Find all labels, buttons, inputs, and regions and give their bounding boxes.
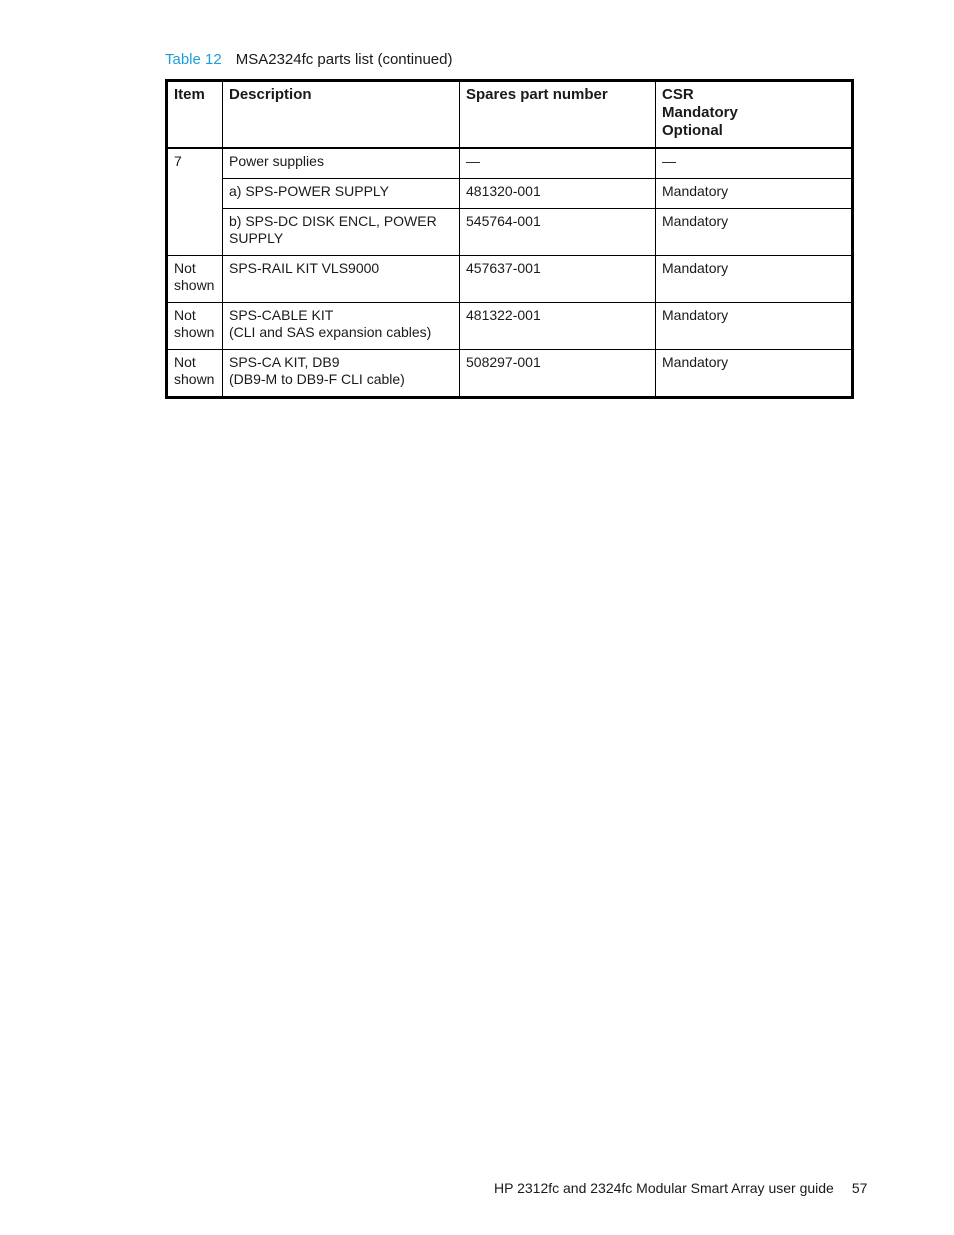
- cell-csr: Mandatory: [656, 179, 853, 209]
- description-line1: b) SPS-DC DISK ENCL, POWER: [229, 213, 437, 229]
- table-header-row: [167, 81, 853, 149]
- description-line2: SUPPLY: [229, 230, 284, 246]
- header-spares-part-number: Spares part number: [460, 81, 656, 149]
- header-csr-line3: Optional: [662, 122, 723, 139]
- cell-csr: Mandatory: [656, 209, 853, 256]
- cell-description: SPS-RAIL KIT VLS9000: [223, 256, 460, 303]
- header-csr-line2: Mandatory: [662, 104, 738, 121]
- header-item: Item: [167, 81, 223, 149]
- cell-csr: Mandatory: [656, 350, 853, 398]
- cell-description: Power supplies: [223, 148, 460, 179]
- parts-table: [165, 79, 854, 399]
- table-row: [167, 303, 853, 350]
- cell-spares: —: [460, 148, 656, 179]
- cell-description: [223, 303, 460, 350]
- table-caption: [165, 51, 453, 68]
- cell-spares: 457637-001: [460, 256, 656, 303]
- description-line1: SPS-CABLE KIT: [229, 307, 334, 323]
- cell-csr: —: [656, 148, 853, 179]
- cell-spares: 508297-001: [460, 350, 656, 398]
- item-line2: shown: [174, 371, 215, 387]
- page-footer: [494, 1180, 867, 1196]
- footer-guide-title: HP 2312fc and 2324fc Modular Smart Array user guide: [494, 1180, 834, 1196]
- table-number: Table 12: [165, 51, 222, 68]
- header-description: Description: [223, 81, 460, 149]
- cell-description: a) SPS-POWER SUPPLY: [223, 179, 460, 209]
- item-line1: Not: [174, 307, 196, 323]
- header-csr-line1: CSR: [662, 86, 694, 103]
- table-row: [167, 148, 853, 179]
- cell-item: 7: [167, 148, 223, 256]
- table-title: MSA2324fc parts list (continued): [235, 51, 453, 68]
- cell-item: [167, 350, 223, 398]
- cell-description: [223, 209, 460, 256]
- item-line1: Not: [174, 354, 196, 370]
- header-csr: [656, 81, 853, 149]
- item-line2: shown: [174, 277, 215, 293]
- description-line1: SPS-CA KIT, DB9: [229, 354, 340, 370]
- description-line2: (DB9-M to DB9-F CLI cable): [229, 371, 405, 387]
- cell-item: [167, 256, 223, 303]
- cell-spares: 481322-001: [460, 303, 656, 350]
- table-row: [167, 350, 853, 398]
- item-line1: Not: [174, 260, 196, 276]
- table-row: [167, 179, 853, 209]
- description-line2: (CLI and SAS expansion cables): [229, 324, 432, 340]
- cell-csr: Mandatory: [656, 303, 853, 350]
- cell-description: [223, 350, 460, 398]
- cell-csr: Mandatory: [656, 256, 853, 303]
- cell-item: [167, 303, 223, 350]
- table-row: [167, 209, 853, 256]
- table-row: [167, 256, 853, 303]
- item-line2: shown: [174, 324, 215, 340]
- page-number: 57: [851, 1180, 868, 1196]
- cell-spares: 545764-001: [460, 209, 656, 256]
- cell-spares: 481320-001: [460, 179, 656, 209]
